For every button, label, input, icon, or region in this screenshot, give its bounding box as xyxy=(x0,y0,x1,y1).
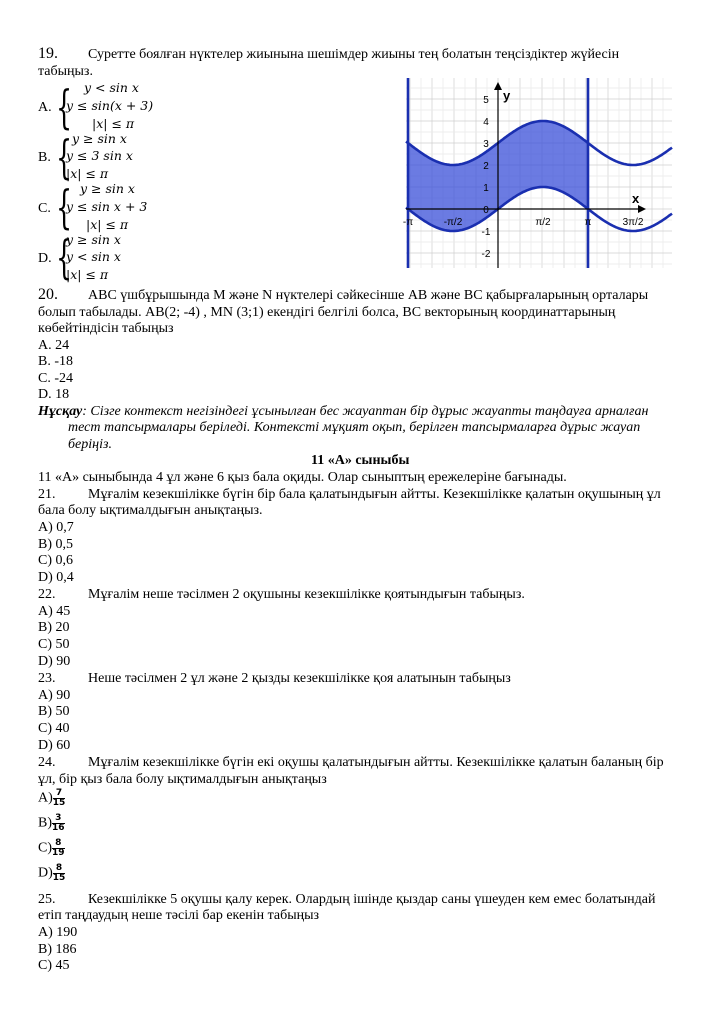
fraction xyxy=(52,839,65,858)
denominator: 16 xyxy=(52,823,65,833)
q19-text-line1: Суретте боялған нүктелер жиынына шешімдер жиыны тең болатын теңсіздіктер жүйесін xyxy=(88,47,620,62)
numerator: 8 xyxy=(52,839,65,849)
q23-text: Неше тәсілмен 2 ұл және 2 қызды кезекшілікке қоя алатынын табыңыз xyxy=(88,671,511,686)
q20-text-line3: көбейтіндісін табыңыз xyxy=(38,321,174,336)
q22-number: 22. xyxy=(38,587,56,602)
q19-c-ineq2: y ≤ sin x + 3 xyxy=(66,199,148,214)
y-tick-label: 4 xyxy=(483,117,489,128)
q22-option-d[interactable]: D) 90 xyxy=(38,654,71,669)
numerator: 7 xyxy=(53,789,66,799)
y-tick-label: 0 xyxy=(483,205,489,216)
q19-a-ineq3: |x| ≤ π xyxy=(92,116,135,131)
q19-option-a-letter: A. xyxy=(38,100,52,115)
system-brace: { xyxy=(56,80,73,134)
denominator: 15 xyxy=(52,873,66,883)
q22-option-b[interactable]: B) 20 xyxy=(38,620,70,635)
instruction-text-1: : Сізге контекст негізіндегі ұсынылған бес жауаптан бір дұрыс жауапты таңдауға арналған xyxy=(82,404,649,419)
q20-number: 20. xyxy=(38,286,58,303)
q19-b-ineq2: y ≤ 3 sin x xyxy=(66,148,133,163)
q20-option-b[interactable]: B. -18 xyxy=(38,354,73,369)
x-tick-label: 3π/2 xyxy=(622,217,644,228)
q19-text-line2: табыңыз. xyxy=(38,64,93,79)
q23-option-d[interactable]: D) 60 xyxy=(38,738,71,753)
context-text: 11 «А» сыныбында 4 ұл және 6 қыз бала оқиды. Олар сыныптың ережелеріне бағынады. xyxy=(38,470,567,485)
y-tick-label: 1 xyxy=(483,183,489,194)
x-tick-label: π/2 xyxy=(535,217,551,228)
q19-a-ineq1: y < sin x xyxy=(84,80,139,95)
q24-option-a[interactable] xyxy=(38,789,65,808)
system-brace: { xyxy=(56,180,73,234)
q23-option-c[interactable]: C) 40 xyxy=(38,721,70,736)
x-tick-label: -π/2 xyxy=(443,217,463,228)
option-letter: C) xyxy=(38,840,52,856)
q24-option-b[interactable] xyxy=(38,814,65,833)
option-letter: A) xyxy=(38,790,53,806)
q24-number: 24. xyxy=(38,755,56,770)
q22-text: Мұғалім неше тәсілмен 2 оқушыны кезекшілікке қоятындығын табыңыз. xyxy=(88,587,525,602)
q19-c-ineq3: |x| ≤ π xyxy=(86,217,129,232)
q20-option-a[interactable]: A. 24 xyxy=(38,338,70,353)
system-brace: { xyxy=(56,230,73,284)
instruction-line2: тест тапсырмалары беріледі. Контекстi мұқият оқып, берілген тапсырмаларға дұрыс жауап xyxy=(68,420,641,435)
q21-option-a[interactable]: A) 0,7 xyxy=(38,520,74,535)
fraction xyxy=(52,814,65,833)
q20-option-c[interactable]: C. -24 xyxy=(38,371,73,386)
system-brace: { xyxy=(56,130,73,184)
option-letter: D) xyxy=(38,865,53,881)
fraction xyxy=(53,864,66,883)
q23-option-b[interactable]: B) 50 xyxy=(38,704,70,719)
y-tick-label: -1 xyxy=(481,227,491,238)
y-tick-label: 2 xyxy=(483,161,489,172)
instruction-line3: беріңіз. xyxy=(68,437,112,452)
y-axis-label: y xyxy=(503,88,511,103)
x-axis-label: x xyxy=(632,191,640,206)
q20-text-line2: болып табылады. AB(2; -4) , MN (3;1) екендігі белгілі болса, BC векторының координаттарының xyxy=(38,305,616,320)
region-graph xyxy=(402,78,672,268)
q25-option-a[interactable]: A) 190 xyxy=(38,925,78,940)
fraction xyxy=(53,789,66,808)
denominator: 19 xyxy=(52,848,65,858)
q23-number: 23. xyxy=(38,671,56,686)
x-axis-arrow xyxy=(638,205,646,213)
q21-text-line1: Мұғалім кезекшілікке бүгін бір бала қалатындығын айтты. Кезекшілікке қалатын оқушының ұл xyxy=(88,487,661,502)
q19-number: 19. xyxy=(38,45,58,62)
q19-b-ineq3: |x| ≤ π xyxy=(66,166,109,181)
q25-option-b[interactable]: B) 186 xyxy=(38,942,77,957)
numerator: 8 xyxy=(53,864,66,874)
q21-text-line2: бала болу ықтималдығын анықтаңыз. xyxy=(38,503,263,518)
y-tick-label: 3 xyxy=(483,139,489,150)
q20-option-d[interactable]: D. 18 xyxy=(38,387,70,402)
instruction-label: Нұсқау xyxy=(38,404,83,419)
instruction-line1 xyxy=(38,404,648,420)
q21-option-c[interactable]: C) 0,6 xyxy=(38,553,73,568)
q25-number: 25. xyxy=(38,892,56,907)
y-tick-label: -2 xyxy=(481,249,491,260)
q21-number: 21. xyxy=(38,487,56,502)
y-axis-arrow xyxy=(494,82,502,90)
q21-option-b[interactable]: B) 0,5 xyxy=(38,537,73,552)
q20-text-line1: ABC үшбұрышында M және N нүктелері сәйкесінше AB және BC қабырғаларының орталары xyxy=(88,288,649,303)
q19-c-ineq1: y ≥ sin x xyxy=(80,181,135,196)
q22-option-a[interactable]: A) 45 xyxy=(38,604,71,619)
q19-a-ineq2: y ≤ sin(x + 3) xyxy=(66,98,154,113)
x-tick-label: π xyxy=(584,217,592,228)
q24-option-c[interactable] xyxy=(38,839,65,858)
denominator: 15 xyxy=(52,798,66,808)
q25-text-line1: Кезекшілікке 5 оқушы қалу керек. Олардың ішінде қыздар саны үшеуден кем емес болатындай xyxy=(88,892,656,907)
q19-option-b-letter: B. xyxy=(38,150,51,165)
x-tick-label: -π xyxy=(402,217,414,228)
q19-option-d-letter: D. xyxy=(38,251,52,266)
q25-text-line2: етіп таңдаудың неше тәсілі бар екенін табыңыз xyxy=(38,908,320,923)
context-title: 11 «А» сыныбы xyxy=(311,453,410,468)
q19-d-ineq2: y < sin x xyxy=(66,249,121,264)
q19-option-c-letter: C. xyxy=(38,201,51,216)
q24-text-line2: ұл, бір қыз бала болу ықтималдығын анықтаңыз xyxy=(38,772,327,787)
q19-d-ineq1: y ≥ sin x xyxy=(66,232,121,247)
option-letter: B) xyxy=(38,815,52,831)
numerator: 3 xyxy=(52,814,65,824)
q23-option-a[interactable]: A) 90 xyxy=(38,688,71,703)
q21-option-d[interactable]: D) 0,4 xyxy=(38,570,74,585)
q19-d-ineq3: |x| ≤ π xyxy=(66,267,109,282)
q25-option-c[interactable]: C) 45 xyxy=(38,958,70,973)
q22-option-c[interactable]: C) 50 xyxy=(38,637,70,652)
q19-b-ineq1: y ≥ sin x xyxy=(72,131,127,146)
q24-text-line1: Мұғалім кезекшілікке бүгін екі оқушы қалатындығын айтты. Кезекшілікке қалатын баланың бір xyxy=(88,755,664,770)
y-tick-label: 5 xyxy=(483,95,489,106)
q24-option-d[interactable] xyxy=(38,864,65,883)
